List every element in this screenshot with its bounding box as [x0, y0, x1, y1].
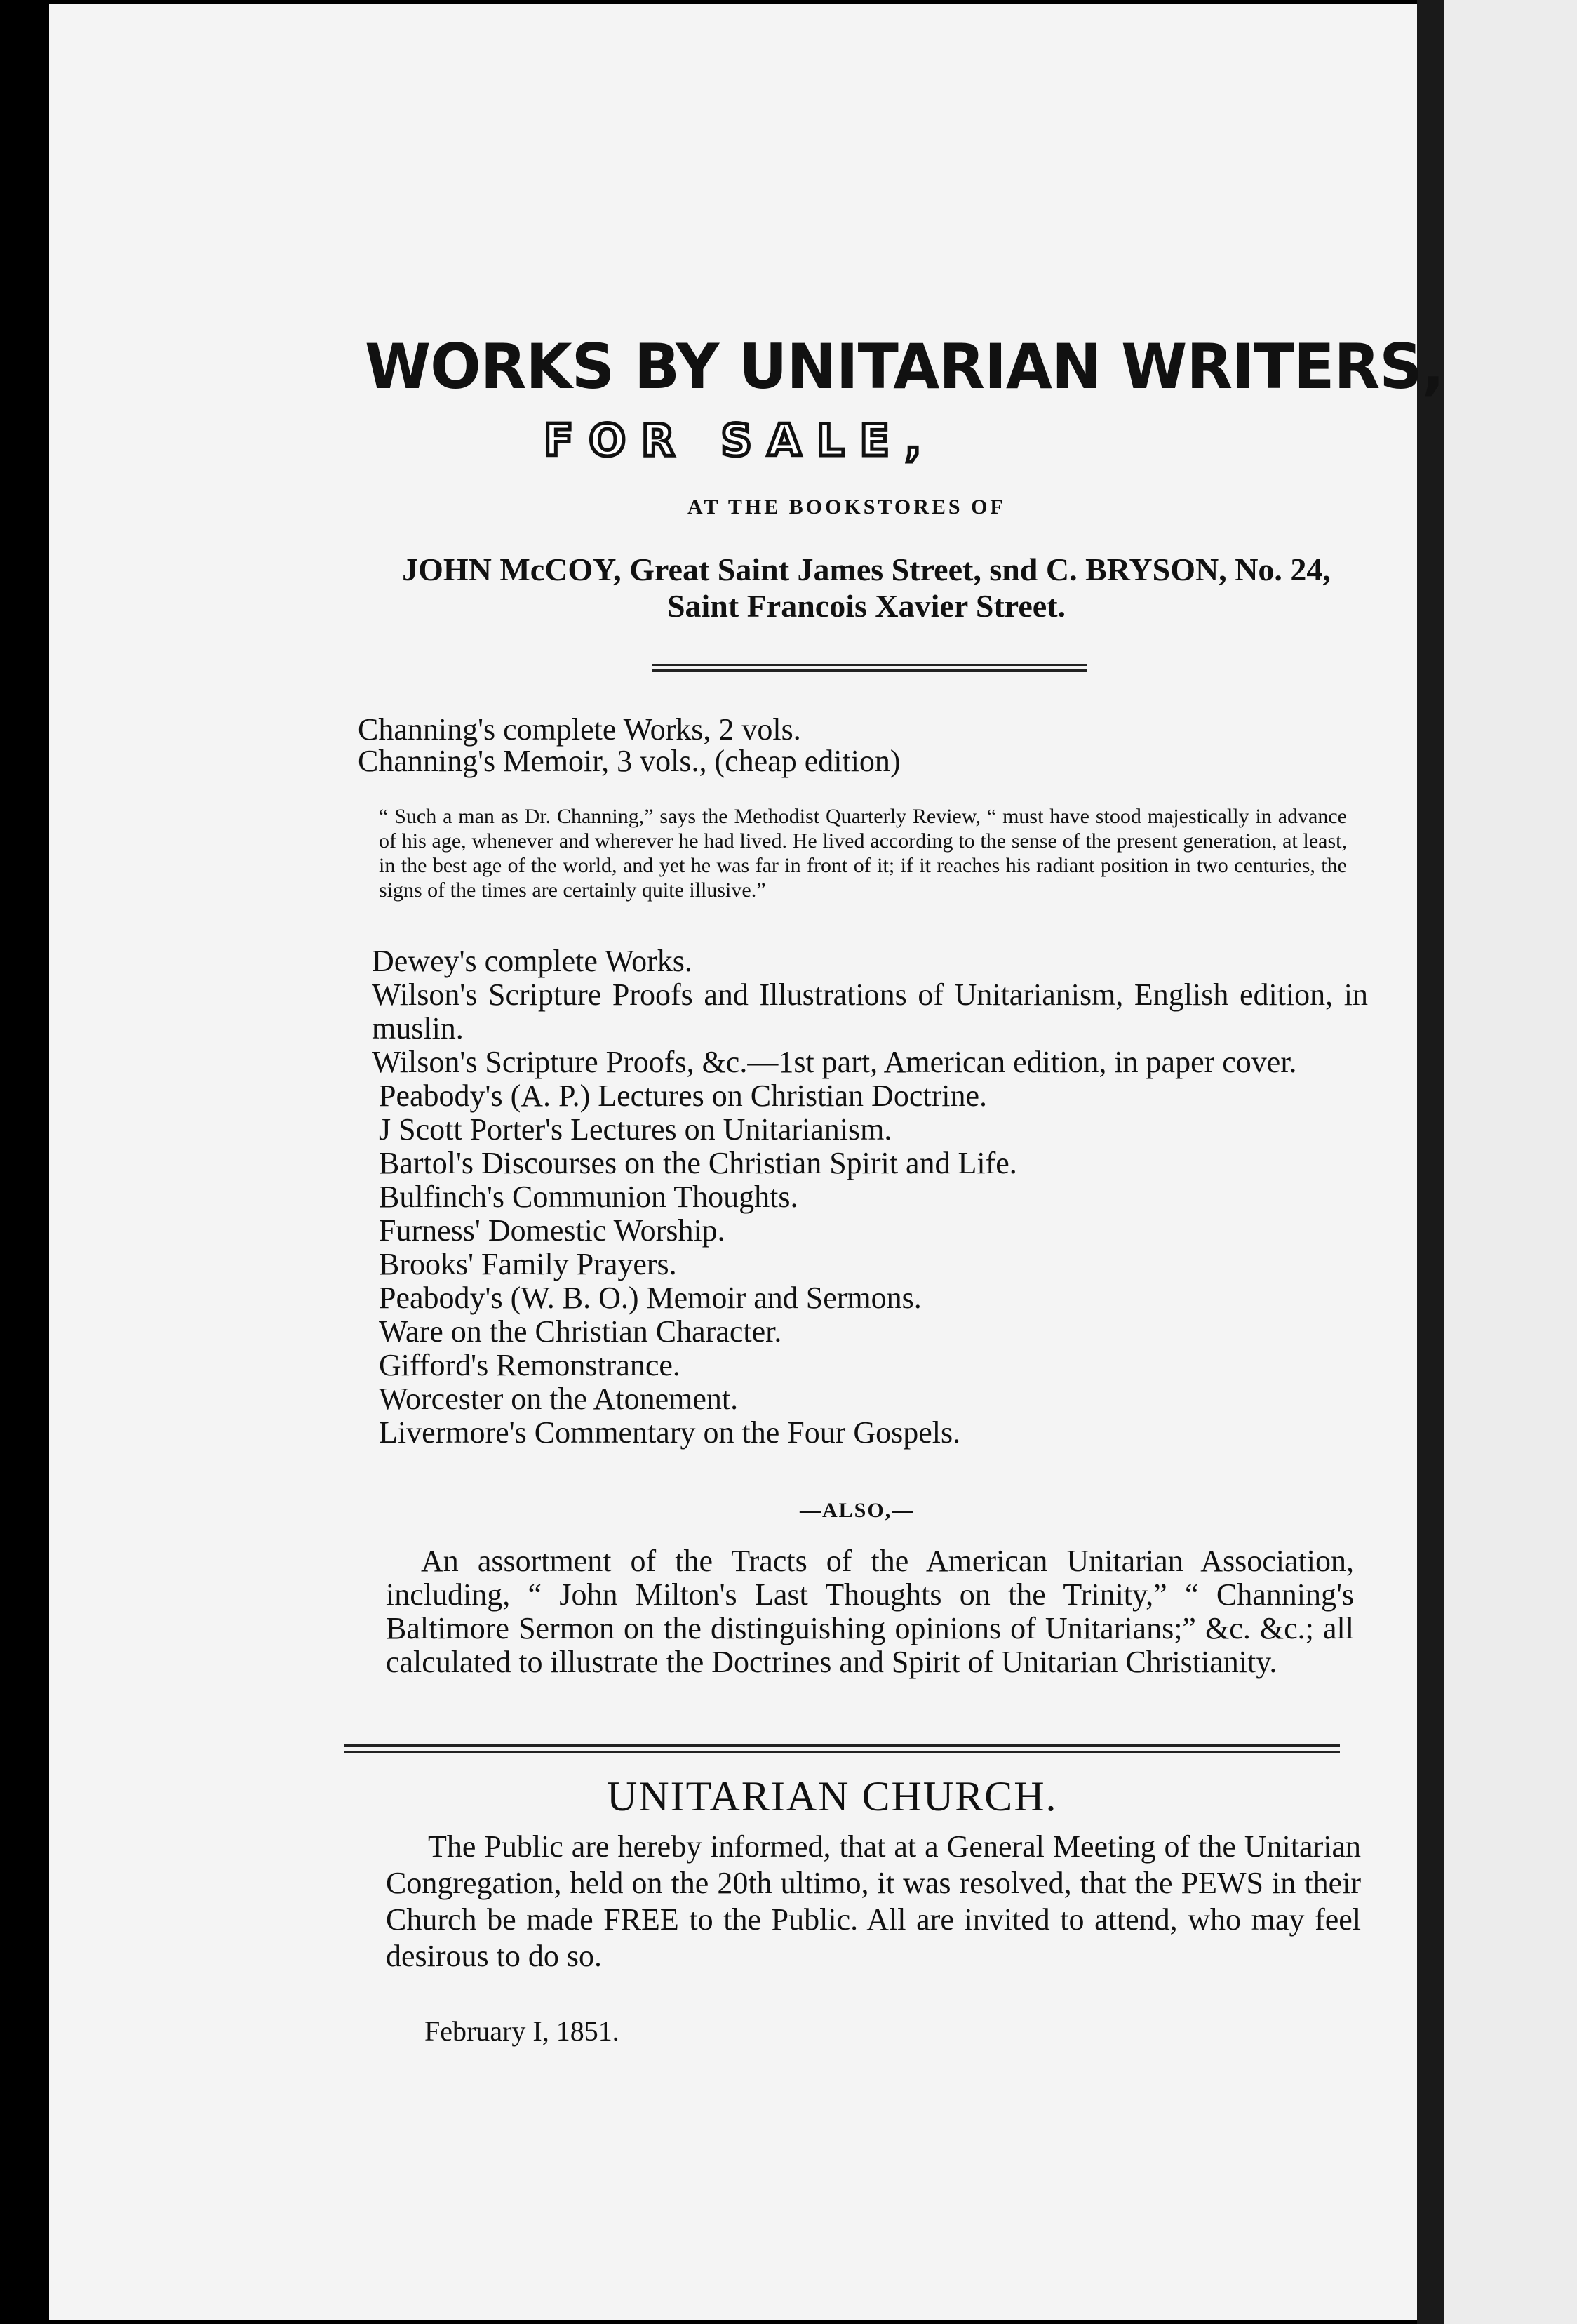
- list-item: Peabody's (W. B. O.) Memoir and Sermons.: [379, 1281, 922, 1315]
- notice-date: February I, 1851.: [424, 2015, 619, 2047]
- list-item: Wilson's Scripture Proofs and Illustrations of Unitarianism, English edition, in muslin.: [372, 977, 1368, 1046]
- channing-works-item: Channing's complete Works, 2 vols.: [358, 712, 801, 747]
- channing-memoir-item: Channing's Memoir, 3 vols., (cheap edition): [358, 744, 901, 778]
- list-item: Gifford's Remonstrance.: [379, 1348, 680, 1382]
- list-item: Ware on the Christian Character.: [379, 1314, 782, 1349]
- list-item: Peabody's (A. P.) Lectures on Christian Doctrine.: [379, 1078, 987, 1113]
- page-title: WORKS BY UNITARIAN WRITERS,: [365, 330, 1444, 403]
- section-rule-bottom: [344, 1751, 1340, 1753]
- list-item: Brooks' Family Prayers.: [379, 1247, 677, 1281]
- list-item: Bartol's Discourses on the Christian Spirit and Life.: [379, 1146, 1017, 1180]
- facing-page-edge: [1444, 0, 1577, 2324]
- list-item: J Scott Porter's Lectures on Unitarianism.: [379, 1112, 892, 1147]
- list-item: Bulfinch's Communion Thoughts.: [379, 1180, 798, 1214]
- list-item: Dewey's complete Works.: [372, 944, 692, 978]
- double-rule-top: [652, 664, 1087, 666]
- tracts-paragraph: An assortment of the Tracts of the American Unitarian Association, including, “ John Milton's Last Thoughts on the Trinity,” “ Channing's Baltimore Sermon on the distinguishing opinions of Unitarians;” &c. &c.; all calculated to illustrate the Doctrines and Spirit of Unitarian Christianity.: [386, 1544, 1354, 1679]
- double-rule-bottom: [652, 669, 1087, 672]
- list-item: Furness' Domestic Worship.: [379, 1213, 725, 1248]
- review-quote: “ Such a man as Dr. Channing,” says the Methodist Quarterly Review, “ must have stood majestically in advance of his age, whenever and wherever he had lived. He lived according to the sense of the present generation, at least, in the best age of the world, and yet he was far in front of it; if it reaches his radiant position in two centuries, the signs of the times are certainly quite illusive.”: [379, 805, 1347, 902]
- list-item: Wilson's Scripture Proofs, &c.—1st part, American edition, in paper cover.: [372, 1045, 1297, 1079]
- list-item: Worcester on the Atonement.: [379, 1382, 739, 1416]
- book-list: [372, 944, 1368, 1450]
- also-divider: —ALSO,—: [800, 1499, 915, 1522]
- for-sale-subtitle: FOR SALE,: [544, 415, 937, 466]
- list-item: Livermore's Commentary on the Four Gospels.: [379, 1415, 961, 1450]
- church-notice: The Public are hereby informed, that at a General Meeting of the Unitarian Congregation, held on the 20th ultimo, it was resolved, that the PEWS in their Church be made FREE to the Public. All are invited to attend, who may feel desirous to do so.: [386, 1829, 1361, 1973]
- document-page: [49, 4, 1444, 2320]
- church-heading: UNITARIAN CHURCH.: [607, 1773, 1058, 1819]
- section-rule-top: [344, 1744, 1340, 1747]
- bookstores-line: AT THE BOOKSTORES OF: [687, 495, 1006, 519]
- bookstore-address: JOHN McCOY, Great Saint James Street, snd C. BRYSON, No. 24, Saint Francois Xavier Street.: [402, 552, 1331, 624]
